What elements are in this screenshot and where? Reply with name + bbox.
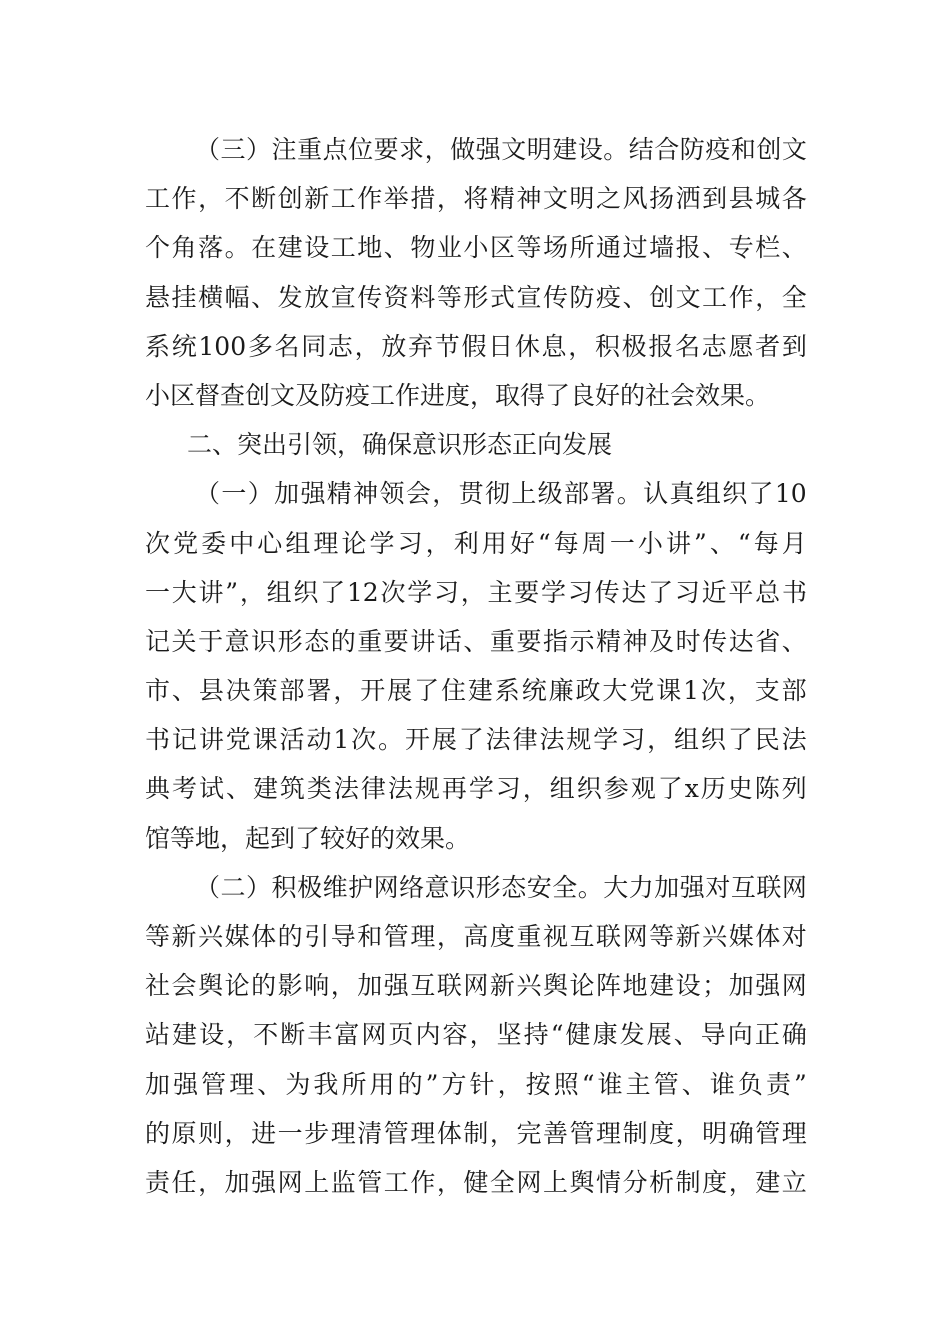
- text-line: 系 统 100 多 名 同 志 ， 放 弃 节 假 日 休 息 ， 积 极 报 名 志 愿 者 到: [145, 331, 807, 361]
- paragraph-2: [145, 469, 807, 863]
- section-heading: [145, 420, 807, 469]
- text-line: 加 强 管 理 、 为 我 所 用 的 ” 方 针 ， 按 照 “ 谁 主 管 、 谁 负 责 ”: [145, 1069, 807, 1099]
- text-line: 个 角 落 。 在 建 设 工 地 、 物 业 小 区 等 场 所 通 过 墙 报 、 专 栏 、: [145, 233, 807, 263]
- text-line: 次 党 委 中 心 组 理 论 学 习 ， 利 用 好 “ 每 周 一 小 讲 ” 、 “ 每 月: [145, 528, 807, 558]
- paragraph-1: [145, 125, 807, 420]
- text-line: （ 三 ） 注 重 点 位 要 求 ， 做 强 文 明 建 设 。 结 合 防 疫 和 创 文: [195, 135, 807, 164]
- text-line: 馆等地，起到了较好的效果。: [145, 823, 471, 853]
- heading-line: 二、突出引领，确保意识形态正向发展: [187, 430, 613, 460]
- text-line: （ 一 ） 加 强 精 神 领 会 ， 贯 彻 上 级 部 署 。 认 真 组 织 了 10: [195, 479, 807, 509]
- text-line: 小区督查创文及防疫工作进度，取得了良好的社会效果。: [145, 380, 771, 410]
- text-line: 站 建 设 ， 不 断 丰 富 网 页 内 容 ， 坚 持 “ 健 康 发 展 、 导 向 正 确: [145, 1020, 807, 1050]
- text-line: 典 考 试 、 建 筑 类 法 律 法 规 再 学 习 ， 组 织 参 观 了 x 历 史 陈 列: [145, 774, 807, 804]
- text-line: 社 会 舆 论 的 影 响 ， 加 强 互 联 网 新 兴 舆 论 阵 地 建 设 ； 加 强 网: [145, 971, 807, 1001]
- text-line: 责 任 ， 加 强 网 上 监 管 工 作 ， 健 全 网 上 舆 情 分 析 制 度 ， 建 立: [145, 1167, 807, 1197]
- text-line: 的 原 则 ， 进 一 步 理 清 管 理 体 制 ， 完 善 管 理 制 度 ， 明 确 管 理: [145, 1118, 807, 1148]
- text-line: 一 大 讲 ” ， 组 织 了 12 次 学 习 ， 主 要 学 习 传 达 了 习 近 平 总 书: [145, 577, 807, 607]
- text-line: 悬 挂 横 幅 、 发 放 宣 传 资 料 等 形 式 宣 传 防 疫 、 创 文 工 作 ， 全: [145, 282, 807, 312]
- text-line: 等 新 兴 媒 体 的 引 导 和 管 理 ， 高 度 重 视 互 联 网 等 新 兴 媒 体 对: [145, 922, 807, 951]
- document-page: [145, 125, 807, 1207]
- text-line: 工 作 ， 不 断 创 新 工 作 举 措 ， 将 精 神 文 明 之 风 扬 洒 到 县 城 各: [145, 184, 807, 214]
- text-line: 市 、 县 决 策 部 署 ， 开 展 了 住 建 系 统 廉 政 大 党 课 1 次 ， 支 部: [145, 676, 807, 706]
- text-line: 书 记 讲 党 课 活 动 1 次 。 开 展 了 法 律 法 规 学 习 ， 组 织 了 民 法: [145, 725, 807, 755]
- paragraph-3: [145, 863, 807, 1207]
- text-line: （ 二 ） 积 极 维 护 网 络 意 识 形 态 安 全 。 大 力 加 强 对 互 联 网: [195, 872, 807, 902]
- text-line: 记 关 于 意 识 形 态 的 重 要 讲 话 、 重 要 指 示 精 神 及 时 传 达 省 、: [145, 626, 807, 656]
